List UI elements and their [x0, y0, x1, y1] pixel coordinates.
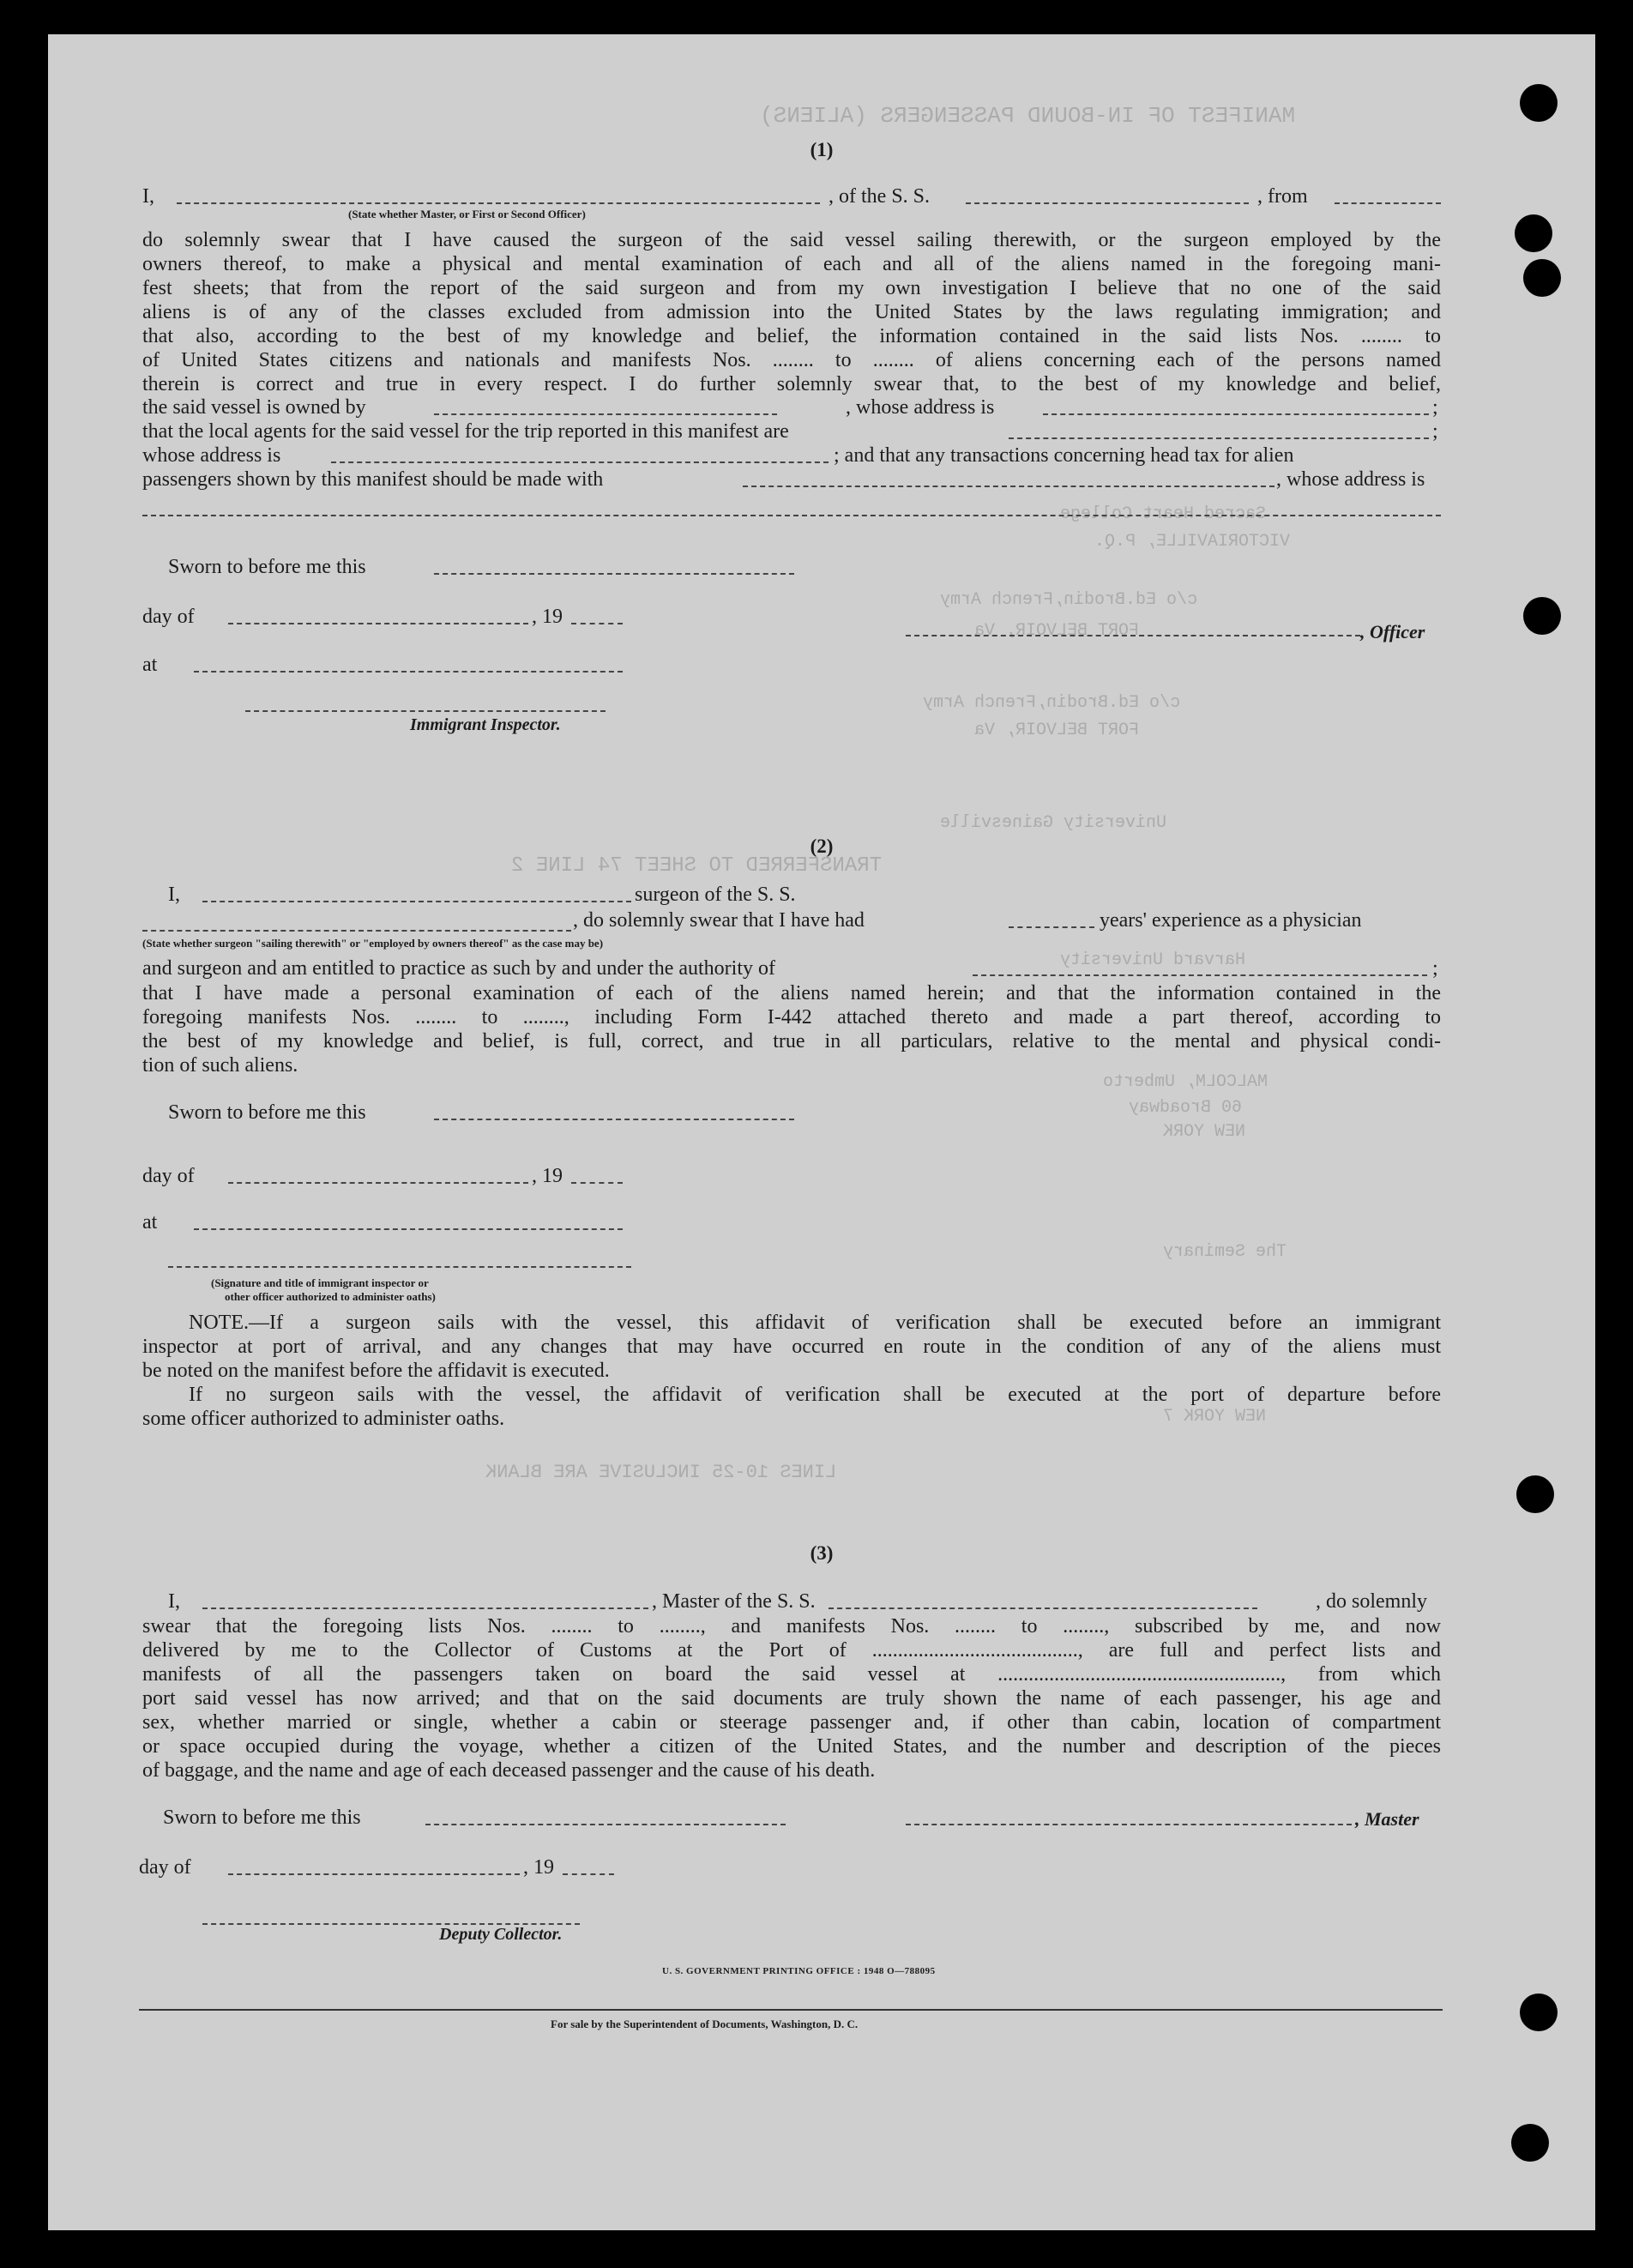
whose-address-label: whose address is [142, 444, 281, 467]
bleedthrough-text: c/o Ed.Brodin,French Army [940, 590, 1198, 610]
oath-line: owners thereof, to make a physical and mental examination of each and all of the aliens named in the foregoing mani- [142, 253, 1441, 275]
printing-office-imprint: U. S. GOVERNMENT PRINTING OFFICE : 1948 O—788095 [662, 1966, 936, 1976]
oath-line: port said vessel has now arrived; and that on the said documents are truly shown the name of each passenger, his age and [142, 1687, 1441, 1710]
officer-caption: , Officer [1360, 621, 1425, 642]
master-of-label: , Master of the S. S. [652, 1590, 816, 1613]
oath-line: tion of such aliens. [142, 1054, 298, 1077]
note-line: some officer authorized to administer oaths. [142, 1408, 505, 1430]
whose-address-label: , whose address is [1276, 468, 1425, 491]
oath-line: swear that the foregoing lists Nos. ........ to ........, and manifests Nos. ........ to ........, subscribed by me, and now [142, 1615, 1441, 1638]
note-line: If no surgeon sails with the vessel, the affidavit of verification shall be executed at the port of departure before [189, 1384, 1441, 1406]
bleedthrough-text: MANIFEST OF IN-BOUND PASSENGERS (ALIENS) [760, 103, 1296, 129]
whose-address-label: , whose address is [846, 396, 995, 419]
day-of-label: day of [139, 1856, 191, 1879]
for-sale-notice: For sale by the Superintendent of Documents, Washington, D. C. [551, 2018, 859, 2030]
bleedthrough-text: TRANSFERRED TO SHEET 74 LINE 2 [511, 854, 883, 878]
punch-hole [1516, 1475, 1554, 1513]
oath-line: aliens is of any of the classes excluded from admission into the United States by the laws regulating immigration; and [142, 301, 1441, 323]
note-line: NOTE.—If a surgeon sails with the vessel, this affidavit of verification shall be executed before an immigrant [189, 1312, 1441, 1334]
oath-i-label: I, [168, 884, 180, 906]
punch-hole [1515, 214, 1552, 252]
section-3-number: (3) [810, 1542, 834, 1564]
local-agents-label: that the local agents for the said vessel for the trip reported in this manifest are [142, 420, 789, 443]
section-1-number: (1) [810, 139, 834, 160]
sworn-label: Sworn to before me this [168, 556, 366, 578]
oath-line: that I have made a personal examination of each of the aliens named herein; and that the information contained in the [142, 982, 1441, 1004]
bleedthrough-text: FORT BELVOIR, Va [974, 721, 1140, 740]
swear-label: , do solemnly swear that I have had [573, 909, 865, 932]
at-label: at [142, 1211, 158, 1234]
note-line: inspector at port of arrival, and any changes that may have occurred en route in the condition of any of the aliens must [142, 1336, 1441, 1358]
from-label: , from [1257, 185, 1308, 208]
oath-line: manifests of all the passengers taken on board the said vessel at ......................................................., from which [142, 1663, 1441, 1686]
bleedthrough-text: LINES 10-25 INCLUSIVE ARE BLANK [485, 1462, 837, 1483]
year-label: , 19 [532, 606, 563, 628]
bleedthrough-text: The Seminary [1163, 1242, 1287, 1262]
oath-line: of United States citizens and nationals and manifests Nos. ........ to ........ of aliens concerning each of the persons named [142, 349, 1441, 371]
passengers-label: passengers shown by this manifest should be made with [142, 468, 604, 491]
oath-line: do solemnly swear that I have caused the surgeon of the said vessel sailing therewith, or the surgeon employed by the [142, 229, 1441, 251]
day-of-label: day of [142, 1165, 195, 1187]
master-caption: , Master [1355, 1808, 1419, 1830]
oath-line: that also, according to the best of my knowledge and belief, the information contained in the said lists Nos. ........ to [142, 325, 1441, 347]
day-of-label: day of [142, 606, 195, 628]
head-tax-label: ; and that any transactions concerning head tax for alien [834, 444, 1294, 467]
bleedthrough-text: Harvard University [1060, 950, 1246, 970]
of-ss-label: , of the S. S. [829, 185, 931, 208]
bleedthrough-text: VICTORIAVILLE, P.Q. [1094, 532, 1291, 552]
year-label: , 19 [523, 1856, 554, 1879]
oath-line: fest sheets; that from the report of the said surgeon and from my own investigation I believe that no one of the said [142, 277, 1441, 299]
signature-caption: other officer authorized to administer oaths) [225, 1290, 436, 1303]
signature-caption: (Signature and title of immigrant inspector or [211, 1276, 429, 1289]
bleedthrough-text: MALCOLM, Umberto [1103, 1072, 1268, 1092]
inspector-caption: Immigrant Inspector. [410, 715, 561, 734]
punch-hole [1520, 1994, 1558, 2031]
punch-hole [1523, 259, 1561, 297]
bleedthrough-text: NEW YORK 7 [1163, 1407, 1267, 1427]
at-label: at [142, 654, 158, 676]
oath-line: delivered by me to the Collector of Customs at the Port of ........................................, are full and perfect lists and [142, 1639, 1441, 1662]
footer-rule [139, 2009, 1443, 2011]
section-2-number: (2) [810, 835, 834, 857]
bleedthrough-text: University Gainesville [940, 813, 1167, 833]
bleedthrough-text: FORT BELVOIR, Va [974, 621, 1140, 641]
do-solemnly-label: , do solemnly [1316, 1590, 1427, 1613]
bleedthrough-text: NEW YORK [1163, 1122, 1246, 1142]
authority-label: and surgeon and am entitled to practice as such by and under the authority of [142, 957, 775, 980]
oath-i-label: I, [142, 185, 154, 208]
document-page: MANIFEST OF IN-BOUND PASSENGERS (ALIENS) Sacred Heart College VICTORIAVILLE, P.Q. c/o Ed.Brodin,French Army FORT BELVOIR, Va c/o Ed.Brodin,French Army FORT BELVOIR, Va University Gainesville TRANSFERRED TO SHEET 74 LINE 2 Harvard University MALCOLM, Umberto 60 Broadway NEW YORK The Seminary NEW YORK 7 LINES 10-25 INCLUSIVE ARE BLANK (1) I, , of the S. S. , from (State whether Master, or First or Second Officer) do solemnly swear that I have caused the surgeon of the said vessel sailing therewith, or the surgeon employed by the owners thereof, to make a physical and mental examination of each and all of the aliens named in the foregoing mani- fest sheets; that from the report of the said surgeon and from my own investigation I believe that no one of the said aliens is of any of the classes excluded from admission into the United States by the laws regulating immigration; and that also, according to the best of my knowledge and belief, the information contained in the said lists Nos. ........ to of United States citizens and nationals and manifests Nos. ........ to ........ of aliens concerning each of the persons named therein is correct and true in every respect. I do further solemnly swear that, to the best of my knowledge and belief, the said vessel is owned by , whose address is ; that the local agents for the said vessel for the trip reported in this manifest are ; whose address is ; and that any transactions concerning head tax for alien passengers shown by this manifest should be made with , whose address is Sworn to before me this day of , 19 at Immigrant Inspector. , Officer (2) I, surgeon of the S. S. , do solemnly swear that I have had years' experience as a physician (State whether surgeon "sailing therewith" or "employed by owners thereof" as the case may be) and surgeon and am entitled to practice as such by and under the authority of ; that I have made a personal examination of each of the aliens named herein; and that the information contained in the foregoing manifests Nos. ........ to ........, including Form I-442 attached thereto and made a part thereof, according to the best of my knowledge and belief, is full, correct, and true in all particulars, relative to the mental and physical condi- tion of such aliens. Sworn to before me this day of , 19 at (Signature and title of immigrant inspector or other officer authorized to administer oaths) NOTE.—If a surgeon sails with the vessel, this affidavit of verification shall be executed before an immigrant inspector at port of arrival, and any changes that may have occurred en route in the condition of any of the aliens must be noted on the manifest before the affidavit is executed. If no surgeon sails with the vessel, the affidavit of verification shall be executed at the port of departure before some officer authorized to administer oaths. (3) I, , Master of the S. S. , do solemnly swear that the foregoing lists Nos. ........ to ........, and manifests Nos. ........ to ........, subscribed by me, and now delivered by me to the Collector of Customs at the Port of ........................................, are full and perfect lists and manifests of all the passengers taken on board the said vessel at ......................................................., from which port said vessel has now arrived; and that on the said documents are truly shown the name of each passenger, his age and sex, whether married or single, whether a cabin or steerage passenger and, if other than cabin, location of compartment or space occupied during the voyage, whether a citizen of the United States, and the number and description of the pieces of baggage, and the name and age of each deceased passenger and the cause of his death. Sworn to before me this , Master day of , 19 Deputy Collector. U. S. GOVERNMENT PRINTING OFFICE : 1948 O—788095 For sale by the Superintendent of Documents, Washington, D. C. [48, 34, 1595, 2230]
sworn-label: Sworn to before me this [168, 1101, 366, 1124]
officer-caption: (State whether Master, or First or Second Officer) [348, 208, 586, 220]
oath-line: of baggage, and the name and age of each deceased passenger and the cause of his death. [142, 1759, 876, 1782]
bleedthrough-text: Sacred Heart College [1060, 504, 1267, 524]
punch-hole [1520, 84, 1558, 122]
surgeon-of-label: surgeon of the S. S. [635, 884, 796, 906]
bleedthrough-text: c/o Ed.Brodin,French Army [923, 693, 1181, 713]
oath-line: the best of my knowledge and belief, is full, correct, and true in all particulars, relative to the mental and physical condi- [142, 1030, 1441, 1053]
oath-line: foregoing manifests Nos. ........ to ........, including Form I-442 attached thereto and made a part thereof, according to [142, 1006, 1441, 1028]
oath-line: therein is correct and true in every respect. I do further solemnly swear that, to the best of my knowledge and belief, [142, 373, 1441, 395]
oath-line: sex, whether married or single, whether a cabin or steerage passenger and, if other than cabin, location of compartment [142, 1711, 1441, 1734]
bleedthrough-text: 60 Broadway [1129, 1098, 1243, 1118]
sworn-label: Sworn to before me this [163, 1807, 361, 1829]
oath-line: or space occupied during the voyage, whether a citizen of the United States, and the number and description of the pieces [142, 1735, 1441, 1758]
punch-hole [1511, 2124, 1549, 2162]
deputy-collector-caption: Deputy Collector. [439, 1925, 563, 1944]
year-label: , 19 [532, 1165, 563, 1187]
oath-i-label: I, [168, 1590, 180, 1613]
surgeon-caption: (State whether surgeon "sailing therewith" or "employed by owners thereof" as the case may be) [142, 937, 604, 950]
punch-hole [1523, 597, 1561, 635]
years-label: years' experience as a physician [1100, 909, 1362, 932]
note-line: be noted on the manifest before the affidavit is executed. [142, 1360, 610, 1382]
owned-by-label: the said vessel is owned by [142, 396, 366, 419]
